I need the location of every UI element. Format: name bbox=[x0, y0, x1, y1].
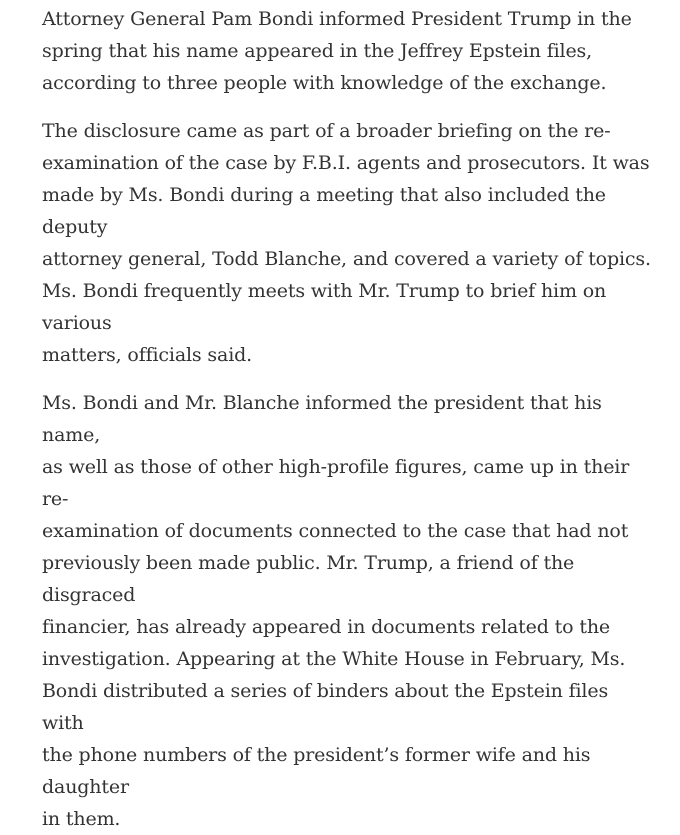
article-paragraph-3: Ms. Bondi and Mr. Blanche informed the president that his name, as well as those of other high-profile figures, came up in their re- examination of documents connected to the case that had not previously been made public. Mr. Trump, a friend of the disgraced financier, has already appeared in documents related to the investigation. Appearing at the White House in February, Ms. Bondi distributed a series of binders about the Epstein files with the phone numbers of the president’s former wife and his daughter in them. bbox=[42, 392, 630, 830]
article-paragraph-2: The disclosure came as part of a broader briefing on the re- examination of the case by F.B.I. agents and prosecutors. It was made by Ms. Bondi during a meeting that also included the deputy attorney general, Todd Blanche, and covered a variety of topics. Ms. Bondi frequently meets with Mr. Trump to brief him on various matters, officials said. bbox=[42, 120, 651, 366]
article-paragraph-1: Attorney General Pam Bondi informed President Trump in the spring that his name appeared in the Jeffrey Epstein files, according to three people with knowledge of the exchange. bbox=[42, 8, 632, 94]
